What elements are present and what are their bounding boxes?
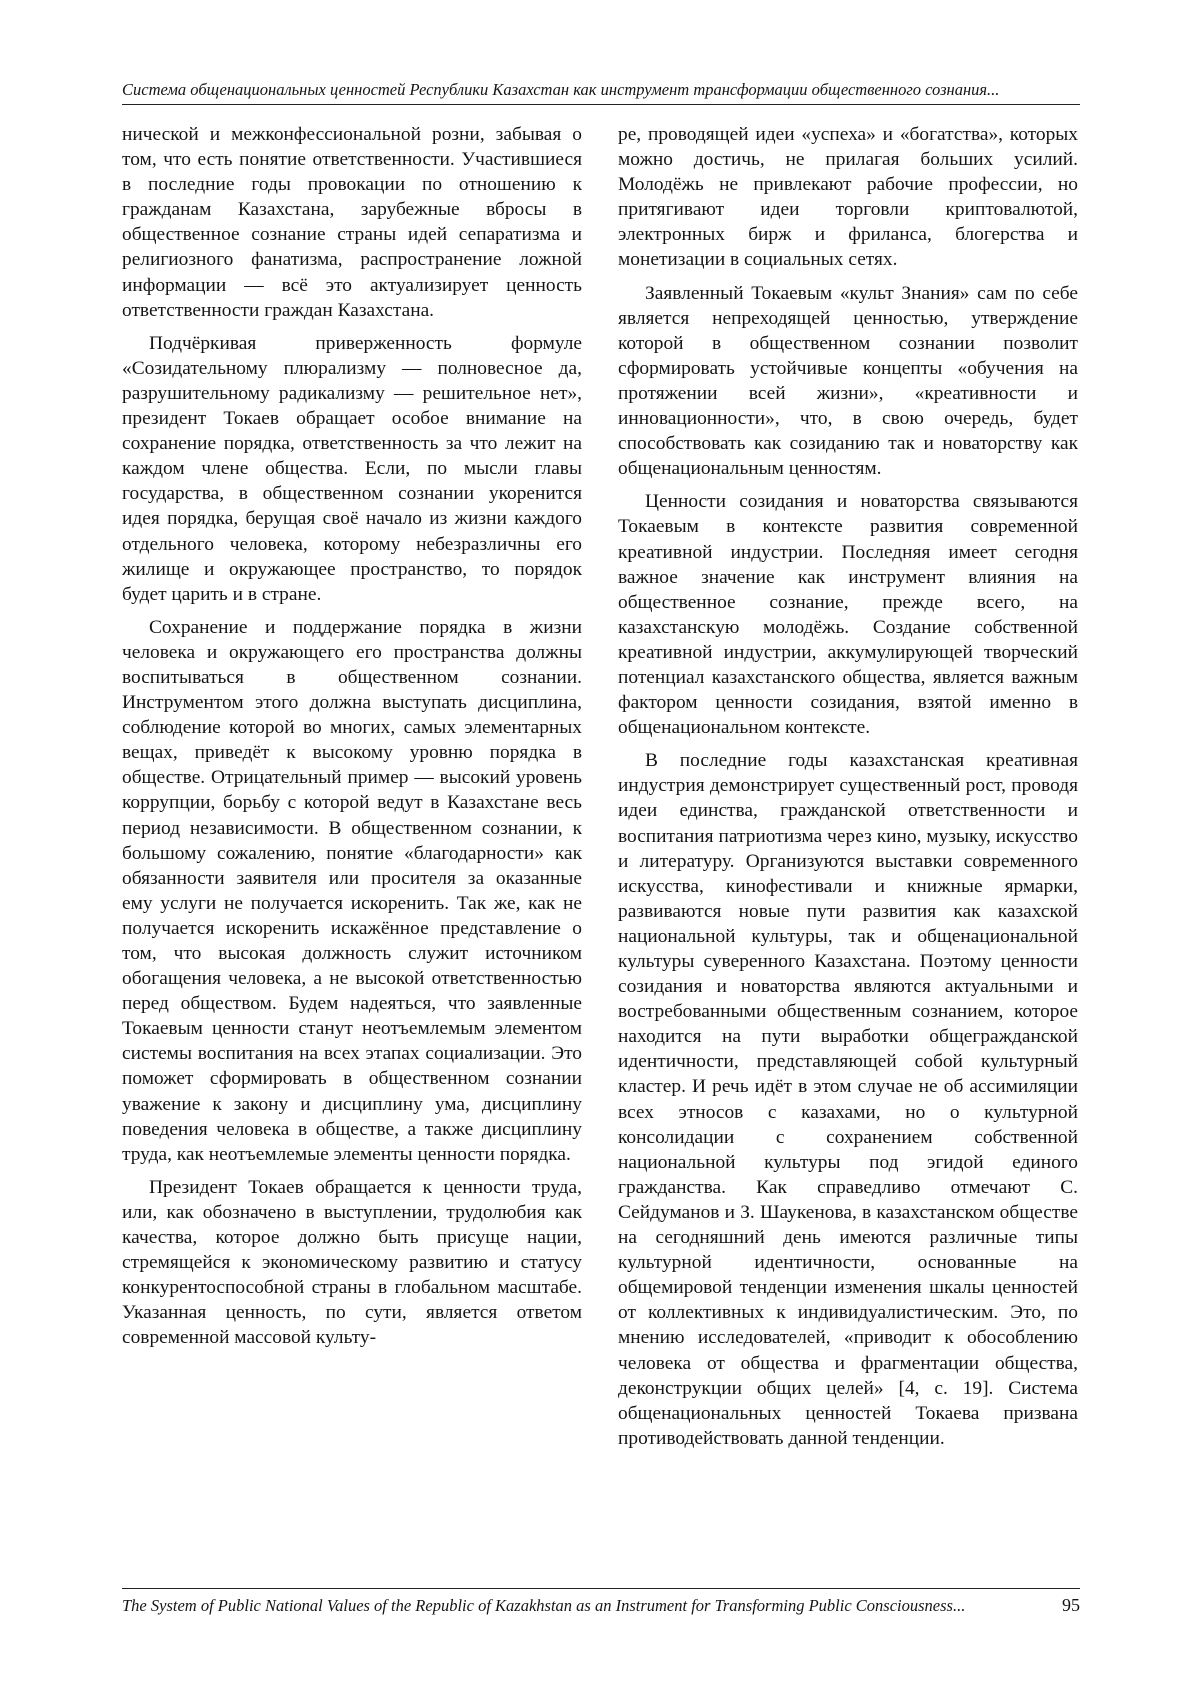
header-divider	[122, 104, 1080, 105]
body-paragraph: Заявленный Токаевым «культ Знания» сам по себе является непреходящей ценностью, утверждение которой в общественном сознании позволит сформировать устойчивые концепты «обучения на протяжении всей жизни», «креативности и инновационности», что, в свою очередь, будет способствовать как созиданию так и новаторству как общенациональным ценностям.	[618, 282, 1078, 480]
body-paragraph: нической и межконфессиональной розни, забывая о том, что есть понятие ответственности. Участившиеся в последние годы провокации по отношению к гражданам Казахстана, зарубежные вбросы в общественное сознание страны идей сепаратизма и религиозного фанатизма, распространение ложной информации — всё это актуализирует ценность ответственности граждан Казахстана.	[122, 124, 582, 321]
body-paragraph: Ценности созидания и новаторства связываются Токаевым в контексте развития современной креативной индустрии. Последняя имеет сегодня важное значение как инструмент влияния на общественное сознание, прежде всего, на казахстанскую молодёжь. Создание собственной креативной индустрии, аккумулирующей творческий потенциал казахстанского общества, является важным фактором ценности созидания, взятой именно в общенациональном контексте.	[618, 491, 1078, 739]
running-footer: The System of Public National Values of the Republic of Kazakhstan as an Instrument for Transforming Public Consciousness...	[122, 1596, 966, 1615]
right-column	[618, 122, 1078, 1582]
body-paragraph: Сохранение и поддержание порядка в жизни человека и окружающего его пространства должны воспитываться в общественном сознании. Инструментом этого должна выступать дисциплина, соблюдение которой во многих, самых элементарных вещах, приведёт к высокому уровню порядка в обществе. Отрицательный пример — высокий уровень коррупции, борьбу с которой ведут в Казахстане весь период независимости. В общественном сознании, к большому сожалению, понятие «благодарности» как обязанности заявителя или просителя за оказанные ему услуги не получается искоренить. Так же, как не получается искоренить искажённое представление о том, что высокая должность служит источником обогащения человека, а не высокой ответственностью перед обществом. Будем надеяться, что заявленные Токаевым ценности станут неотъемлемым элементом системы воспитания на всех этапах социализации. Это поможет сформировать в общественном сознании уважение к закону и дисциплину ума, дисциплину поведения человека в обществе, а также дисциплину труда, как неотъемлемые элементы ценности порядка.	[122, 616, 582, 1165]
body-paragraph: В последние годы казахстанская креативная индустрия демонстрирует существенный рост, проводя идеи единства, гражданской ответственности и воспитания патриотизма через кино, музыку, искусство и литературу. Организуются выставки современного искусства, кинофестивали и книжные ярмарки, развиваются новые пути развития как казахской национальной культуры, так и общенациональной культуры суверенного Казахстана. Поэтому ценности созидания и новаторства являются актуальными и востребованными общественным сознанием, которое находится на пути выработки общегражданской идентичности, представляющей собой культурный кластер. И речь идёт в этом случае не об ассимиляции всех этносов с казахами, но о культурной консолидации с сохранением собственной национальной культуры под эгидой единого гражданства. Как справедливо отмечают С. Сейдуманов и З. Шаукенова, в казахстанском обществе на сегодняшний день имеются различные типы культурной идентичности, основанные на общемировой тенденции изменения шкалы ценностей от коллективных к индивидуалистическим. Это, по мнению исследователей, «приводит к обособлению человека от общества и фрагментации общества, деконструкции общих целей» [4, с. 19]. Система общенациональных ценностей Токаева призвана противодействовать данной тенденции.	[618, 750, 1078, 1449]
footer-divider	[122, 1588, 1080, 1589]
body-paragraph: ре, проводящей идеи «успеха» и «богатства», которых можно достичь, не прилагая больших усилий. Молодёжь не привлекают рабочие профессии, но притягивают идеи торговли криптовалютой, электронных бирж и фриланса, блогерства и монетизации в социальных сетях.	[618, 124, 1078, 271]
body-paragraph: Подчёркивая приверженность формуле «Созидательному плюрализму — полновесное да, разрушительному радикализму — решительное нет», президент Токаев обращает особое внимание на сохранение порядка, ответственность за что лежит на каждом члене общества. Если, по мысли главы государства, в общественном сознании укоренится идея порядка, берущая своё начало из жизни каждого отдельного человека, которому небезразличны его жилище и окружающее пространство, то порядок будет царить и в стране.	[122, 332, 582, 605]
left-column	[122, 122, 582, 1582]
running-header: Система общенациональных ценностей Республики Казахстан как инструмент трансформации общественного сознания...	[122, 80, 1000, 99]
body-paragraph: Президент Токаев обращается к ценности труда, или, как обозначено в выступлении, трудолюбия как качества, которое должно быть присуще нации, стремящейся к экономическому развитию и статусу конкурентоспособной страны в глобальном масштабе. Указанная ценность, по сути, является ответом современной массовой культу-	[122, 1176, 582, 1349]
page-number: 95	[1062, 1595, 1080, 1615]
